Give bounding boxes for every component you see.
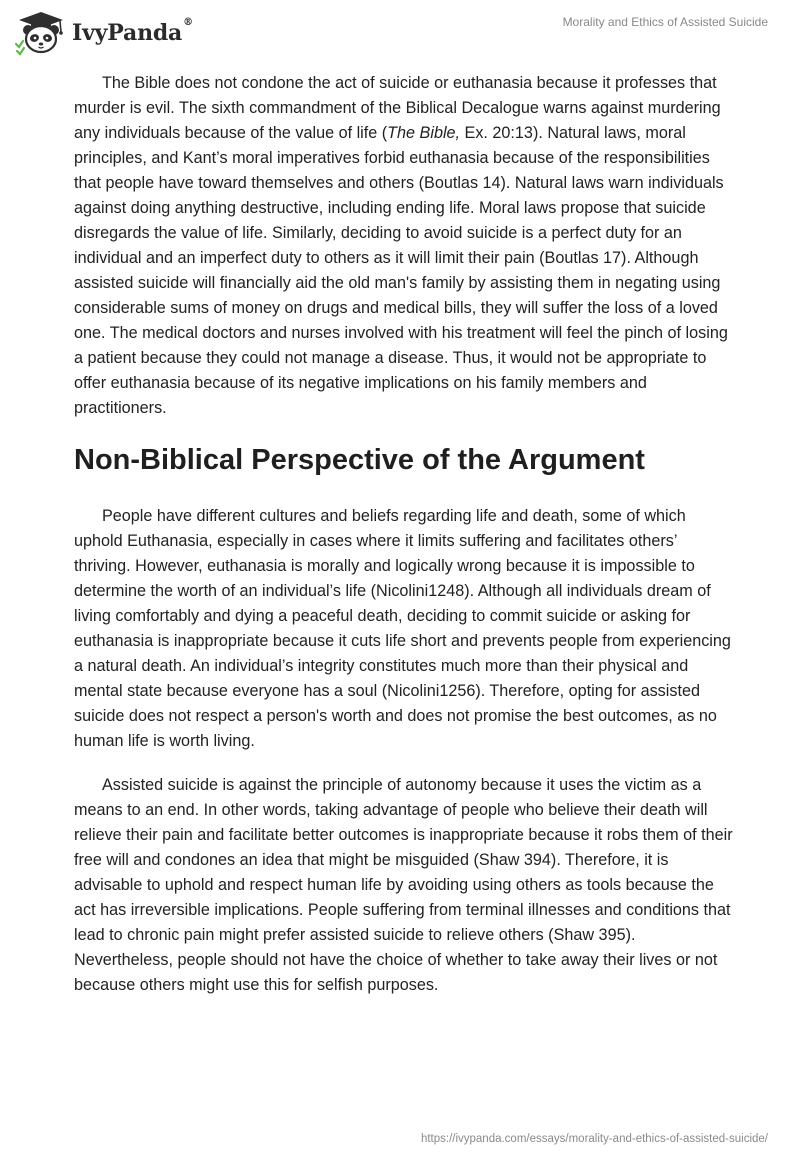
registered-mark: ® [183,17,193,28]
paragraph-non-biblical-1: People have different cultures and beliefs regarding life and death, some of which uphold Euthanasia, especially in cases where it limits suffering and facilitates others’ thriving. However, euthanasia is morally and logically wrong because it is impossible to determine the worth of an individual’s life (Nicolini1248). Although all individuals dream of living comfortably and dying a peaceful death, deciding to commit suicide or asking for euthanasia is inappropriate because it cuts life short and prevents people from experiencing a natural death. An individual’s integrity constitutes much more than their physical and mental state because everyone has a soul (Nicolini1256). Therefore, opting for assisted suicide does not respect a person's worth and does not promise the best outcomes, as no human life is worth living. [74,507,731,750]
document-title: Morality and Ethics of Assisted Suicide [562,15,768,29]
paragraph-biblical: The Bible does not condone the act of suicide or euthanasia because it professes that murder is evil. The sixth commandment of the Biblical Decalogue warns against murdering any individuals because of the value of life (The Bible, Ex. 20:13). Natural laws, moral principles, and Kant’s moral imperatives forbid euthanasia because of the responsibilities that people have toward themselves and others (Boutlas 14). Natural laws warn individuals against doing anything destructive, including ending life. Moral laws propose that suicide disregards the value of life. Similarly, deciding to avoid suicide is a perfect duty for an individual and an imperfect duty to others as it will limit their pain (Boutlas 17). Although assisted suicide will financially aid the old man's family by assisting them in negating using considerable sums of money on drugs and medical bills, they will suffer the loss of a loved one. The medical doctors and nurses involved with his treatment will feel the pinch of losing a patient because they could not manage a disease. Thus, it would not be appropriate to offer euthanasia because of its negative implications on his family members and practitioners. [74,74,728,417]
page-header [0,0,800,66]
citation-italic-title: The Bible, [387,124,461,142]
essay-body [74,71,734,1017]
brand-name[interactable]: IvyPanda® [72,17,193,46]
source-url[interactable]: https://ivypanda.com/essays/morality-and-ethics-of-assisted-suicide/ [420,1133,768,1145]
section-heading: Non-Biblical Perspective of the Argument [74,444,645,476]
panda-graduate-logo-icon[interactable] [14,10,68,56]
paragraph-non-biblical-2: Assisted suicide is against the principle of autonomy because it uses the victim as a means to an end. In other words, taking advantage of people who believe their death will relieve their pain and facilitate better outcomes is inappropriate because it robs them of their free will and condones an idea that might be misguided (Shaw 394). Therefore, it is advisable to uphold and respect human life by avoiding using others as tools because the act has irreversible implications. People suffering from terminal illnesses and conditions that lead to chronic pain might prefer assisted suicide to relieve others (Shaw 395). Nevertheless, people should not have the choice of whether to take away their lives or not because others might use this for selfish purposes. [74,776,733,994]
